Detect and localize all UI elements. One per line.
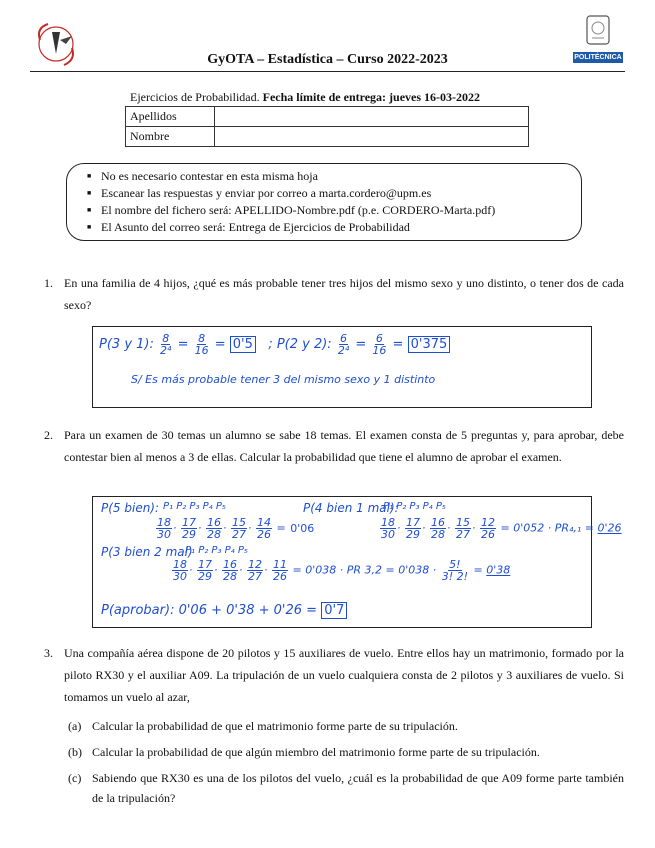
subquestion-text: Calcular la probabilidad de que el matrimonio forme parte de su tripulación. xyxy=(92,719,458,733)
instruction-item: ■ El nombre del fichero será: APELLIDO-Nombre.pdf (p.e. CORDERO-Marta.pdf) xyxy=(87,202,581,219)
denominator: 2⁴ xyxy=(337,344,350,357)
denominator: 27 xyxy=(248,570,262,583)
numerator: 18 xyxy=(173,558,187,571)
numerator: 16 xyxy=(431,516,445,529)
p-aprobar xyxy=(101,603,347,618)
student-form xyxy=(125,106,529,147)
instruction-item: ■ No es necesario contestar en esta misma hoja xyxy=(87,168,581,185)
denominator: 30 xyxy=(157,528,171,541)
deadline: Fecha límite de entrega: jueves 16-03-2022 xyxy=(262,90,481,104)
answer-box-2 xyxy=(92,496,622,628)
denominator: 27 xyxy=(456,528,470,541)
question-number: 1. xyxy=(44,276,53,290)
result-box: 0'5 xyxy=(230,336,256,353)
name-field[interactable] xyxy=(215,127,529,147)
numerator: 11 xyxy=(273,558,287,571)
denominator: 29 xyxy=(198,570,212,583)
numerator: 14 xyxy=(257,516,271,529)
form-label: Apellidos xyxy=(126,107,215,127)
subquestion-label: (c) xyxy=(68,771,82,785)
p5-product: $\frac{18}{30}$ · $\frac{17}{29}$ · $\frac{16}{28}$ · $\frac{15}{27}$ · $\frac{14}{26}$ = 0'06 xyxy=(157,516,315,541)
form-row xyxy=(126,107,529,127)
denominator: 16 xyxy=(372,344,387,357)
answer-line: P(3 y 1): $\frac{8}{\text{2⁴}}$ = $\frac{8}{16}$ = 0'5 ; P(2 y 2): $\frac{6}{\text{2⁴}}$ = $\frac{6}{16}$ = 0'375 xyxy=(99,333,450,356)
numerator: 17 xyxy=(182,516,196,529)
denominator: 16 xyxy=(194,344,209,357)
p3-header: P₁ P₂ P₃ P₄ P₅ xyxy=(185,545,248,556)
denominator: 28 xyxy=(431,528,445,541)
instruction-item: ■ Escanear las respuestas y enviar por correo a marta.cordero@upm.es xyxy=(87,185,581,202)
result-value: 0'38 xyxy=(486,563,511,577)
answer-conclusion: S/ Es más probable tener 3 del mismo sexo y 1 distinto xyxy=(131,373,436,386)
question-text: En una familia de 4 hijos, ¿qué es más probable tener tres hijos del mismo sexo y uno distinto, o tener dos de cada sexo? xyxy=(64,276,624,312)
result-value: 0'06 xyxy=(290,521,315,535)
result-value: 0'26 xyxy=(597,521,622,535)
numerator: 16 xyxy=(223,558,237,571)
subquestion-label: (a) xyxy=(68,719,82,733)
subquestion xyxy=(68,742,624,762)
numerator: 17 xyxy=(406,516,420,529)
denominator: 30 xyxy=(381,528,395,541)
numerator: 18 xyxy=(381,516,395,529)
exercise-label: Ejercicios de Probabilidad. xyxy=(130,90,260,104)
result-box: 0'375 xyxy=(408,336,451,353)
denominator: 28 xyxy=(207,528,221,541)
p-aprobar-label: P(aprobar): 0'06 + 0'38 + 0'26 = xyxy=(101,603,318,618)
subquestion-text: Sabiendo que RX30 es una de los pilotos del vuelo, ¿cuál es la probabilidad de que A09 forme parte también de la tripulación? xyxy=(92,771,624,805)
denominator: 26 xyxy=(481,528,495,541)
denominator: 26 xyxy=(273,570,287,583)
numerator: 16 xyxy=(207,516,221,529)
denominator: 26 xyxy=(257,528,271,541)
numerator: 6 xyxy=(340,332,348,345)
form-row xyxy=(126,127,529,147)
numerator: 8 xyxy=(198,332,206,345)
numerator: 8 xyxy=(162,332,170,345)
numerator: 6 xyxy=(375,332,383,345)
numerator: 15 xyxy=(232,516,246,529)
instructions-box xyxy=(66,163,582,241)
denominator: 28 xyxy=(223,570,237,583)
upm-logo xyxy=(573,14,623,64)
numerator: 12 xyxy=(248,558,262,571)
p4-product: $\frac{18}{30}$ · $\frac{17}{29}$ · $\frac{16}{28}$ · $\frac{15}{27}$ · $\frac{12}{26}$ = 0'052 · PR₄,₁ = 0'26 xyxy=(381,516,622,541)
subquestion-text: Calcular la probabilidad de que algún miembro del matrimonio forme parte de su tripulación. xyxy=(92,745,540,759)
denominator: 30 xyxy=(173,570,187,583)
numerator: 12 xyxy=(481,516,495,529)
instruction-item: ■ El Asunto del correo será: Entrega de Ejercicios de Probabilidad xyxy=(87,219,581,236)
p3-label: P(3 bien 2 mal) xyxy=(101,545,193,559)
p4-header: P₁ P₂ P₃ P₄ P₅ xyxy=(383,501,446,512)
header-rule xyxy=(30,71,625,72)
subquestion-label: (b) xyxy=(68,745,82,759)
denominator: 27 xyxy=(232,528,246,541)
subquestion xyxy=(68,768,624,808)
submission-line xyxy=(130,90,480,105)
question-number: 3. xyxy=(44,646,53,660)
prob-label: ; P(2 y 2): xyxy=(268,337,332,352)
numerator: 5! xyxy=(449,558,461,571)
question-number: 2. xyxy=(44,428,53,442)
denominator: 2⁴ xyxy=(160,344,172,357)
question-text: Para un examen de 30 temas un alumno se sabe 18 temas. El examen consta de 5 preguntas y, para aprobar, debe contestar bien al menos a 3 de ellas. Calcular la probabilidad que tiene el alumno de aprobar el examen. xyxy=(64,428,624,464)
denominator: 3! 2! xyxy=(441,570,469,583)
p3-tail: = 0'038 · PR 3,2 = 0'038 · xyxy=(292,563,437,577)
p5-header: P₁ P₂ P₃ P₄ P₅ xyxy=(163,501,226,512)
p4-tail: = 0'052 · PR₄,₁ = xyxy=(500,521,595,535)
p4-label: P(4 bien 1 mal): xyxy=(303,501,399,515)
question-text: Una compañía aérea dispone de 20 pilotos y 15 auxiliares de vuelo. Entre ellos hay un matrimonio, formado por la piloto RX30 y el auxiliar A09. La tripulación de un vuelo cualquiera consta de 2 pilotos y 3 auxiliares de vuelo. Si tomamos un vuelo al azar, xyxy=(64,646,624,704)
instructions-list xyxy=(87,168,581,236)
p3-product: $\frac{18}{30}$ · $\frac{17}{29}$ · $\frac{16}{28}$ · $\frac{12}{27}$ · $\frac{11}{26}$ = 0'038 · PR 3,2 = 0'038 · $\frac{5!}{3! 2!}$ = 0'38 xyxy=(173,558,511,583)
subquestion xyxy=(68,716,624,736)
numerator: 18 xyxy=(157,516,171,529)
document-title: GyOTA – Estadística – Curso 2022-2023 xyxy=(207,52,448,67)
numerator: 17 xyxy=(198,558,212,571)
answer-box-1 xyxy=(92,326,592,408)
form-label: Nombre xyxy=(126,127,215,147)
numerator: 15 xyxy=(456,516,470,529)
result-box: 0'7 xyxy=(321,602,347,619)
p5-label: P(5 bien): xyxy=(101,501,160,515)
prob-label: P(3 y 1): xyxy=(99,337,154,352)
denominator: 29 xyxy=(182,528,196,541)
upm-logo-label: POLITÉCNICA xyxy=(574,54,622,61)
surname-field[interactable] xyxy=(215,107,529,127)
denominator: 29 xyxy=(406,528,420,541)
